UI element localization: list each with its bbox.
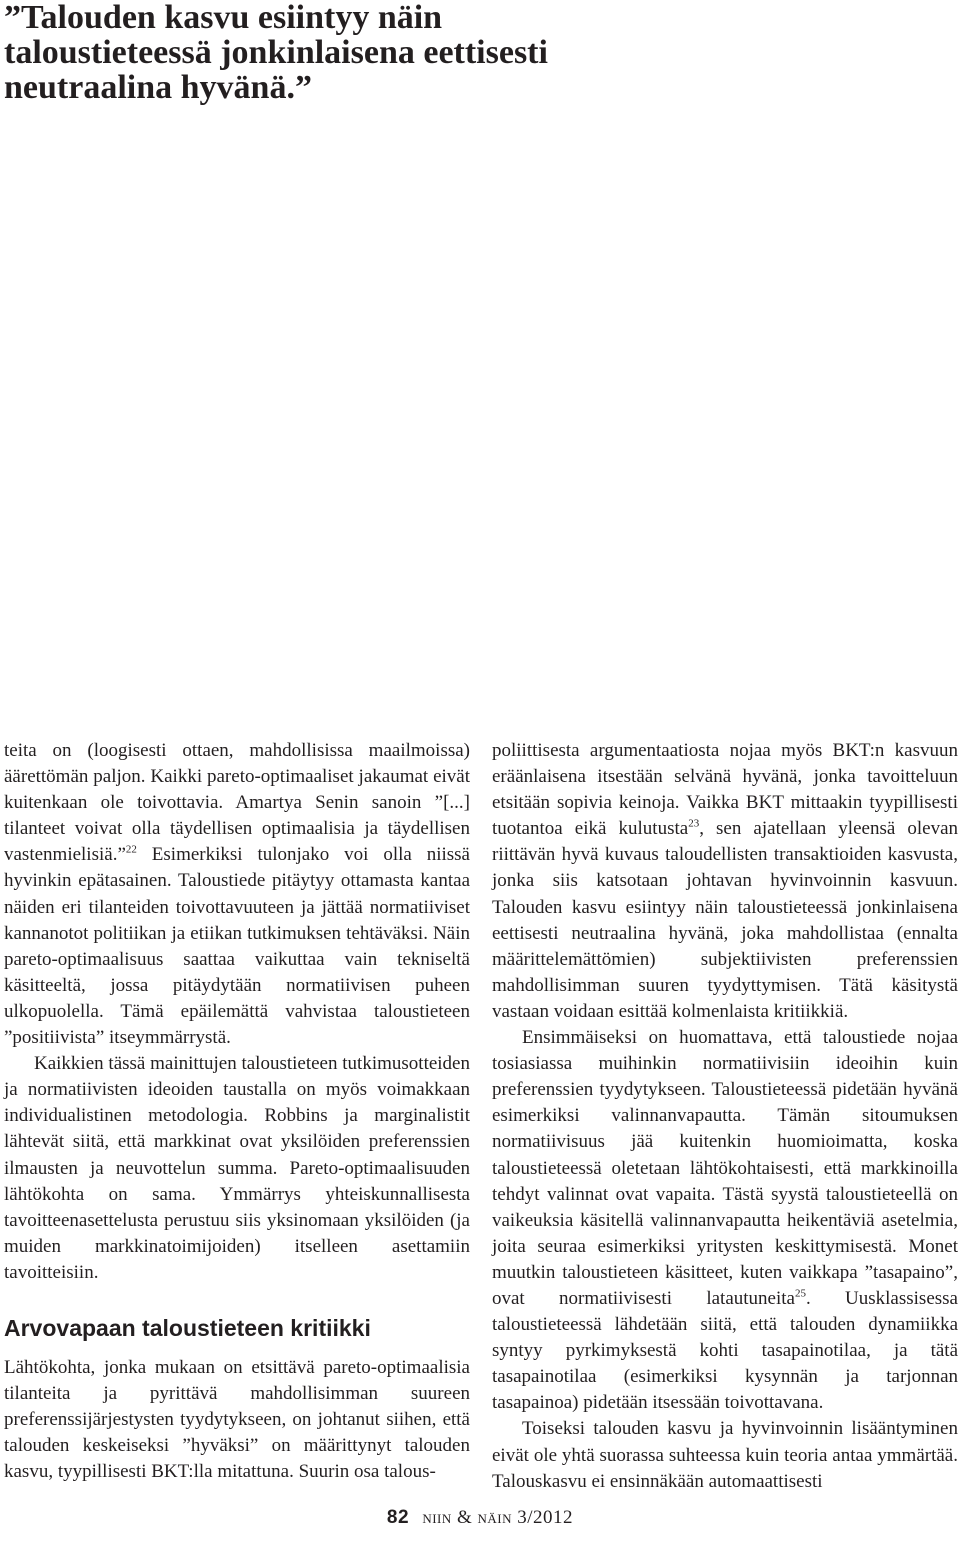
paragraph-text: , sen ajatellaan yleensä olevan riittävän hyvä kuvaus taloudellisten transaktioiden kasvusta, jonka siis katsotaan johtavan hyvinvoinnin kasvuun. Talouden kasvu esiintyy näin taloustieteessä jonkinlaisena eettisesti neutraalina hyvänä, joka mahdollistaa (ennalta määrittelemättömien) subjektiivisten preferenssien mahdollisimman suuren tyydyttymisen. Tätä käsitystä vastaan voidaan esittää kolmenlaista kritiikkiä. <box>492 818 958 1022</box>
pull-quote: ”Talouden kasvu esiintyy näin taloustieteessä jonkinlaisena eettisesti neutraalina hyvänä.” <box>4 0 548 106</box>
paragraph <box>4 738 470 1051</box>
footnote-ref: 22 <box>125 844 137 857</box>
paragraph-text: Esimerkiksi tulonjako voi olla niissä hyvinkin epätasainen. Taloustiede pitäytyy ottamasta kantaa näiden eri tilanteiden toivottavuuteen ja jättää normatiiviset kannanotot politiikan ja etiikan tutkimuksen tehtäväksi. Näin pareto-optimaalisuus saattaa vaikuttaa vain tekniseltä käsitteeltä, jossa pitäydytään normatiivisen puheen ulkopuolella. Tämä epäilemättä vahvistaa taloustieteen ”positiivista” itseymmärrystä. <box>4 844 470 1049</box>
page-number: 82 <box>386 1507 410 1528</box>
paragraph-text: teita on (loogisesti ottaen, mahdollisissa maailmoissa) äärettömän paljon. Kaikki pareto-optimaaliset jakaumat eivät kuitenkaan ole toivottavia. Amartya Senin sanoin ”[...] tilanteet voivat olla täydellisen optimaalisia ja täydellisen vastenmielisiä.” <box>4 740 470 866</box>
left-column <box>4 738 470 1485</box>
paragraph: Toiseksi talouden kasvu ja hyvinvoinnin lisääntyminen eivät ole yhtä suorassa suhteessa kuin teoria antaa ymmärtää. Talouskasvu ei ensinnäkään automaattisesti <box>492 1418 958 1492</box>
footnote-ref: 23 <box>688 817 700 830</box>
paragraph: Lähtökohta, jonka mukaan on etsittävä pareto-optimaalisia tilanteita ja pyrittävä mahdollisimman suureen preferenssijärjestysten tyydytykseen, on johtanut siihen, että talouden keskeiseksi ”hyväksi” on määrittynyt talouden kasvu, tyypillisesti BKT:lla mitattuna. Suurin osa talous- <box>4 1356 470 1483</box>
journal-issue: niin & näin 3/2012 <box>422 1507 574 1528</box>
paragraph-text: . Uusklassisessa taloustieteessä lähdetään siitä, että talouden dynamiikka syntyy pyrkimyksestä kohti tasapainotilaa, ja tätä tasapainotilaa (esimerkiksi kysynnän ja tarjonnan tasapainoa) pidetään itsessään toivottavana. <box>492 1287 958 1414</box>
paragraph-text: Ensimmäiseksi on huomattava, että taloustiede nojaa tosiasiassa muihinkin normatiivisiin ideoihin kuin preferenssien tyydytykseen. Taloustieteessä pidetään hyvänä esimerkiksi valinnanvapautta. Tämän sitoumuksen normatiivisuus jää kuitenkin huomioimatta, koska taloustieteessä oletetaan lähtökohtaisesti, että markkinoilla tehdyt valinnat ovat vapaita. Tästä syystä taloustieteellä on vaikeuksia käsitellä valinnanvapautta heikentäviä asetelmia, joita seuraa esimerkiksi yritysten keskittymisestä. Monet muutkin taloustieteen käsitteet, kuten vaikkapa ”tasapaino”, ovat normatiivisesti latautuneita <box>492 1027 958 1309</box>
page-footer <box>0 1507 960 1529</box>
right-column <box>492 738 958 1495</box>
paragraph: Kaikkien tässä mainittujen taloustieteen tutkimusotteiden ja normatiivisten ideoiden taustalla on myös voimakkaan individualistinen metodologia. Robbins ja marginalistit lähtevät siitä, että markkinat ovat yksilöiden preferenssien ilmausten ja neuvottelun summa. Pareto-optimaalisuuden lähtökohta on sama. Ymmärrys yhteiskunnallisesta tavoitteenasettelusta perustuu siis yksinomaan yksilöiden (ja muiden markkinatoimijoiden) itselleen asettamiin tavoitteisiin. <box>4 1053 470 1283</box>
paragraph-text: poliittisesta argumentaatiosta nojaa myös BKT:n kasvuun eräänlaisena itsestään selvänä hyvänä, jonka tavoitteluun etsitään sopivia keinoja. Vaikka BKT mittaakin tyypillisesti tuotantoa eikä kulutusta <box>492 740 958 840</box>
paragraph <box>492 738 958 1025</box>
footnote-ref: 25 <box>794 1287 806 1300</box>
paragraph <box>492 1025 958 1416</box>
section-heading: Arvovapaan taloustieteen kritiikki <box>4 1314 371 1341</box>
